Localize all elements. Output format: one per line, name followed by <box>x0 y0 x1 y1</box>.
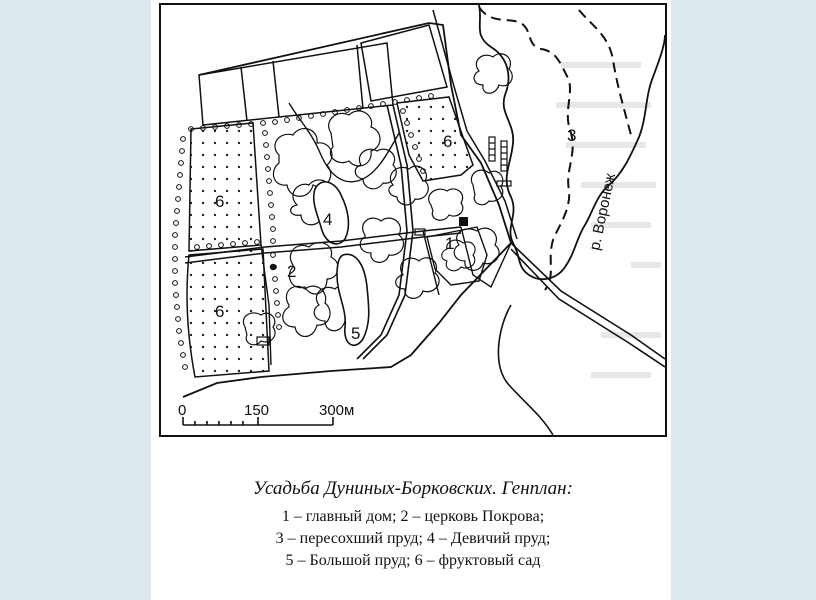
caption-title: Усадьба Дуниных-Борковских. Генплан: <box>253 478 573 499</box>
orchard-west-north <box>189 123 261 251</box>
map-caption <box>159 478 667 572</box>
church-icon <box>270 264 276 270</box>
estate-map <box>159 3 667 437</box>
east-lane <box>423 227 511 295</box>
label-maiden-pond: 4 <box>323 210 333 229</box>
caption-line: 5 – Большой пруд; 6 – фруктовый сад <box>285 552 541 569</box>
label-dried-pond: 3 <box>567 126 577 145</box>
map-sheet <box>151 0 671 600</box>
scale-zero: 0 <box>178 402 187 419</box>
service-buildings <box>489 137 511 186</box>
label-church: 2 <box>287 262 297 281</box>
river-name: р. Воронеж <box>586 171 620 252</box>
label-main-house: 1 <box>445 234 455 253</box>
map-drawing <box>161 5 665 435</box>
label-orchard-north-east: 6 <box>443 132 453 151</box>
east-road <box>511 243 665 359</box>
label-great-pond: 5 <box>351 324 361 343</box>
caption-line: 1 – главный дом; 2 – церковь Покрова; <box>281 508 545 525</box>
caption-line: 3 – пересохший пруд; 4 – Девичий пруд; <box>275 530 551 547</box>
scale-mid: 150 <box>244 402 270 419</box>
south-lane <box>498 305 553 435</box>
dried-pond-boundary-inner <box>579 10 631 135</box>
woodland <box>243 54 512 345</box>
label-orchard-west-south: 6 <box>215 302 225 321</box>
label-orchard-west-north: 6 <box>215 192 225 211</box>
north-east-plot <box>361 25 447 101</box>
scale-end: 300м <box>319 402 355 419</box>
main-house <box>459 217 468 226</box>
